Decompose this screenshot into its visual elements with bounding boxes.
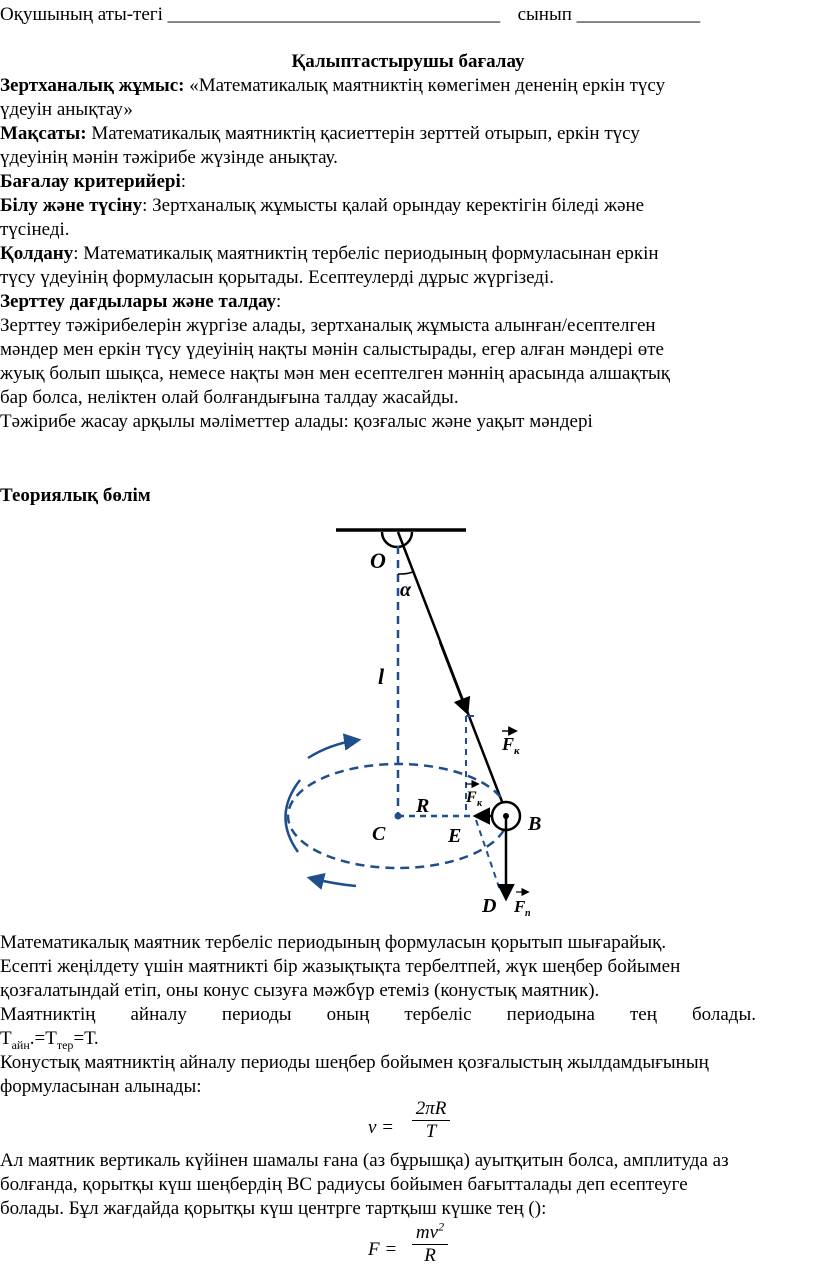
center-point xyxy=(395,813,402,820)
research-colon: : xyxy=(276,291,282,312)
research-text-1: Зерттеу тәжірибелерін жүргізе алады, зертханалық жұмыста алынған/есептелген xyxy=(0,315,656,336)
goal-line-1 xyxy=(0,122,640,146)
class-blank: _____________ xyxy=(576,4,701,25)
p5-sub-ter: тер xyxy=(56,1037,74,1052)
p4-word: айналу xyxy=(130,1004,187,1025)
velocity-numerator: 2πR xyxy=(412,1098,450,1121)
student-name-blank: ___________________________________ xyxy=(167,4,501,25)
velocity-denominator: T xyxy=(425,1121,437,1142)
class-label: сынып xyxy=(517,4,572,25)
label-b: B xyxy=(528,813,542,835)
body-p1: Математикалық маятник тербеліс периодының формуласын қорытып шығарайық. xyxy=(0,932,667,953)
label-l: l xyxy=(378,664,385,689)
body-p9: болғанда, қорытқы күш шеңбердің ВС радиусы бойымен бағытталады деп есептеуге xyxy=(0,1174,688,1195)
research-heading xyxy=(0,290,281,314)
body-p4-justified xyxy=(0,1003,756,1027)
knowledge-text-1: : Зертханалық жұмысты қалай орындау керектігін біледі және xyxy=(142,195,645,216)
force-resultant-sub: к xyxy=(477,798,483,809)
force-tension-f: F xyxy=(502,734,515,754)
apply-label: Қолдану xyxy=(0,243,74,264)
body-p6: Конустық маятниктің айналу периоды шеңбер бойымен қозғалыстың жылдамдығының xyxy=(0,1052,709,1073)
label-d: D xyxy=(482,895,497,917)
alpha-arc xyxy=(398,572,413,574)
p5-mid: .=Т xyxy=(29,1028,57,1049)
experiment-text: Тәжірибе жасау арқылы мәліметтер алады: қозғалыс және уақыт мәндері xyxy=(0,411,593,432)
label-e: E xyxy=(448,825,462,847)
force-numerator xyxy=(412,1219,448,1245)
p4-word: периодына xyxy=(506,1004,595,1025)
force-gravity-label xyxy=(513,892,531,919)
research-label: Зерттеу дағдылары және талдау xyxy=(0,291,277,312)
p4-word: периоды xyxy=(221,1004,292,1025)
goal-label: Мақсаты: xyxy=(0,123,87,144)
force-tension-label xyxy=(501,731,520,757)
tension-arrow xyxy=(440,642,467,712)
apply-line-1 xyxy=(0,242,659,266)
label-o: O xyxy=(370,548,386,573)
p5-t1: Т xyxy=(0,1028,12,1049)
research-text-3: жуық болып шықса, немесе нақты мән мен есептелген мәннің арасында алшақтық xyxy=(0,363,670,384)
knowledge-text-2: түсінеді. xyxy=(0,219,70,240)
velocity-lhs: v = xyxy=(368,1117,395,1138)
rotation-arrow-bottom xyxy=(310,878,356,886)
p4-word: оның xyxy=(326,1004,370,1025)
research-text-4: бар болса, неліктен олай болғандығына талдау жасайды. xyxy=(0,387,459,408)
research-text-2: мәндер мен еркін түсу үдеуінің нақты мәнін салыстырады, егер алған мәндері өте xyxy=(0,339,664,360)
force-lhs: F = xyxy=(368,1239,398,1260)
rotation-arrow-top xyxy=(308,740,358,758)
body-p2: Есепті жеңілдету үшін маятникті бір жазықтықта тербелтпей, жүк шеңбер бойымен xyxy=(0,956,681,977)
lab-line-1 xyxy=(0,74,665,98)
force-num-mv: mv xyxy=(415,1222,439,1243)
goal-text-2: үдеуінің мәнін тәжірибе жүзінде анықтау. xyxy=(0,147,338,168)
student-name-line xyxy=(0,3,700,27)
force-gravity-f: F xyxy=(514,897,526,916)
velocity-fraction xyxy=(412,1098,450,1143)
force-tension-sub: к xyxy=(514,745,520,757)
student-name-label: Оқушының аты-тегі xyxy=(0,4,163,25)
lab-text-2: үдеуін анықтау» xyxy=(0,99,133,120)
apply-text-1: : Математикалық маятниктің тербеліс периодының формуласынан еркін xyxy=(73,243,659,264)
theory-title: Теориялық бөлім xyxy=(0,485,151,506)
label-c: C xyxy=(372,823,386,845)
knowledge-label: Білу және түсіну xyxy=(0,195,143,216)
p4-word: Маятниктің xyxy=(0,1004,96,1025)
p4-word: тербеліс xyxy=(404,1004,472,1025)
goal-text-1: Математикалық маятниктің қасиеттерін зерттей отырып, еркін түсу xyxy=(91,123,640,144)
criteria-heading xyxy=(0,170,186,194)
page-title: Қалыптастырушы бағалау xyxy=(291,51,525,72)
label-r: R xyxy=(416,795,430,817)
force-num-sup: 2 xyxy=(438,1219,445,1234)
p4-word: тең xyxy=(629,1004,657,1025)
body-p5-period-equality xyxy=(0,1027,99,1051)
lab-label: Зертханалық жұмыс: xyxy=(0,75,185,96)
force-resultant-label xyxy=(465,784,483,809)
force-fraction xyxy=(412,1219,448,1267)
knowledge-line-1 xyxy=(0,194,644,218)
criteria-label: Бағалау критерийері xyxy=(0,171,181,192)
apply-text-2: түсу үдеуінің формуласын қорытады. Есептеулерді дұрыс жүргізеді. xyxy=(0,267,555,288)
body-p10: болады. Бұл жағдайда қорытқы күш центрге тартқыш күшке тең (): xyxy=(0,1198,547,1219)
body-p3: қозғалатындай етіп, оны конус сызуға мәжбүр етеміз (конустық маятник). xyxy=(0,980,600,1001)
p5-sub-ain: айн xyxy=(11,1037,30,1052)
force-gravity-sub: п xyxy=(525,908,531,919)
criteria-colon: : xyxy=(180,171,187,192)
body-p8: Ал маятник вертикаль күйінен шамалы ғана (аз бұрышқа) ауытқитын болса, амплитуда аз xyxy=(0,1150,729,1171)
p5-end: =Т. xyxy=(73,1028,99,1049)
label-alpha: α xyxy=(400,579,412,601)
body-p7: формуласынан алынады: xyxy=(0,1076,202,1097)
p4-word: болады. xyxy=(691,1004,756,1025)
force-resultant-f: F xyxy=(466,789,477,806)
force-denominator: R xyxy=(424,1245,436,1266)
pivot-arc xyxy=(382,532,412,547)
d-dashed-line xyxy=(476,820,500,890)
lab-text-1: «Математикалық маятниктің көмегімен дененің еркін түсу xyxy=(189,75,666,96)
conical-pendulum-diagram xyxy=(270,518,560,920)
